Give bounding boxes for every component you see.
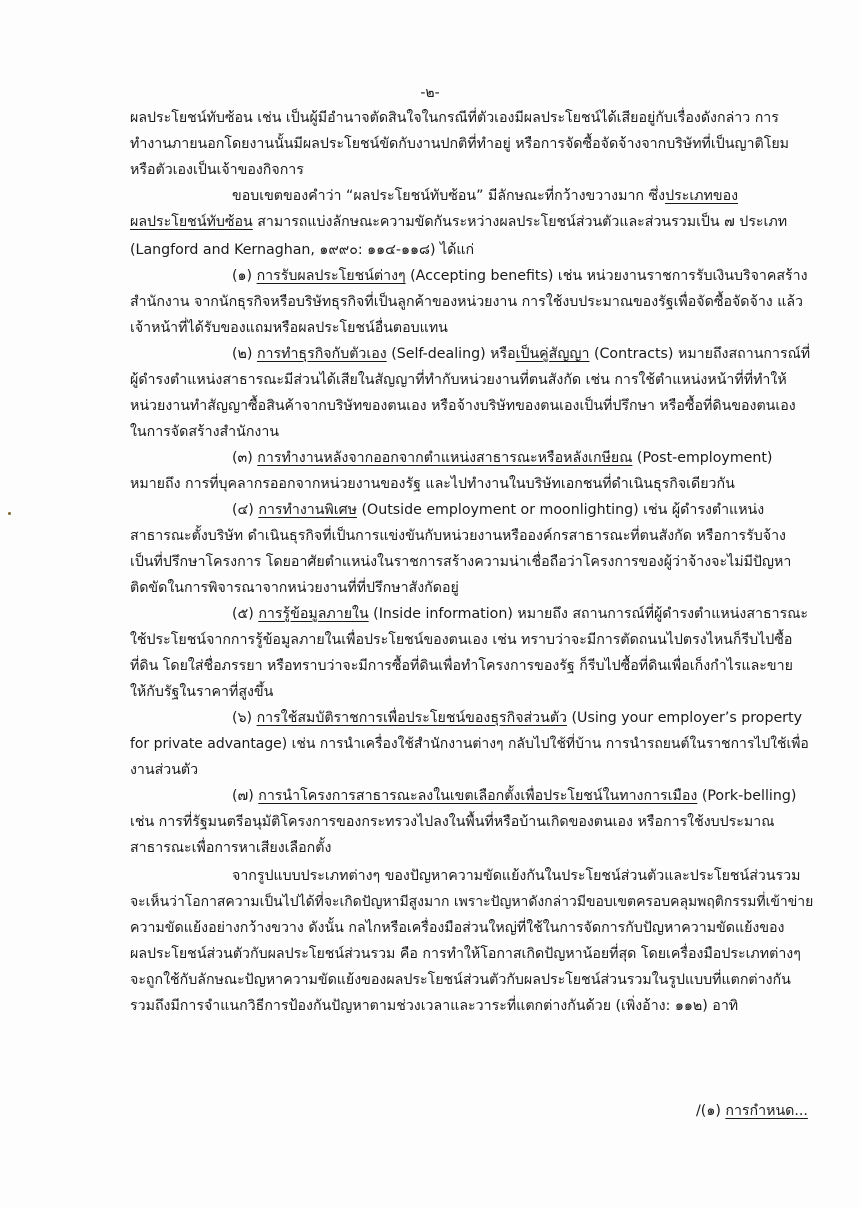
text-line: เช่น การที่รัฐมนตรีอนุมัติโครงการของกระทรวงไปลงในพื้นที่หรือบ้านเกิดของตนเอง หรือการใช้งบประมาณ bbox=[130, 814, 775, 830]
item-number: (๔) bbox=[232, 502, 259, 518]
text-line: ใช้ประโยชน์จากการรู้ข้อมูลภายในเพื่อประโยชน์ของตนเอง เช่น ทราบว่าจะมีการตัดถนนไปตรงไหนก็รีบไปซื้อ bbox=[130, 632, 793, 648]
list-item-heading bbox=[232, 708, 802, 728]
text-line: ในการจัดสร้างสำนักงาน bbox=[130, 424, 280, 440]
text-line: ติดขัดในการพิจารณาจากหน่วยงานที่ที่ปรึกษาสังกัดอยู่ bbox=[130, 580, 459, 596]
text-line: ให้กับรัฐในราคาที่สูงขึ้น bbox=[130, 684, 274, 700]
text-line: รวมถึงมีการจำแนกวิธีการป้องกันปัญหาตามช่วงเวลาและวาระที่แตกต่างกันด้วย (เพิ่งอ้าง: ๑๑๒) อาทิ bbox=[130, 998, 739, 1014]
text-span: (Post-employment) bbox=[632, 450, 773, 466]
list-item-heading bbox=[232, 344, 810, 364]
text-line: ความขัดแย้งอย่างกว้างขวาง ดังนั้น กลไกหรือเครื่องมือส่วนใหญ่ที่ใช้ในการจัดการกับปัญหาความขัดแย้งของ bbox=[130, 920, 785, 936]
scan-speck bbox=[8, 512, 11, 515]
text-line: งานส่วนตัว bbox=[130, 762, 199, 778]
text-line: ผลประโยชน์ทับซ้อน เช่น เป็นผู้มีอำนาจตัดสินใจในกรณีที่ตัวเองมีผลประโยชน์ได้เสียอยู่กับเรื่องดังกล่าว การ bbox=[130, 110, 779, 126]
underlined-text: การนำโครงการสาธารณะลงในเขตเลือกตั้งเพื่อประโยชน์ในทางการเมือง bbox=[258, 788, 698, 804]
text-line: สาธารณะตั้งบริษัท ดำเนินธุรกิจที่เป็นการแข่งขันกับหน่วยงานหรือองค์กรสาธารณะที่ตนสังกัด หรือการรับจ้าง bbox=[130, 528, 786, 544]
text-span: (Accepting benefits) เช่น หน่วยงานราชการรับเงินบริจาคสร้าง bbox=[405, 268, 808, 284]
text-line: สาธารณะเพื่อการหาเสียงเลือกตั้ง bbox=[130, 840, 332, 856]
list-item-heading bbox=[232, 448, 772, 468]
text-span: (Pork-belling) bbox=[697, 788, 797, 804]
underlined-text: การรู้ข้อมูลภายใน bbox=[258, 606, 369, 622]
underlined-text: ประเภทของ bbox=[665, 188, 739, 204]
underlined-text: การรับผลประโยชน์ต่างๆ bbox=[256, 268, 406, 284]
underlined-text: เป็นคู่สัญญา bbox=[515, 346, 590, 362]
text-line: หรือตัวเองเป็นเจ้าของกิจการ bbox=[130, 162, 304, 178]
text-line: จะถูกใช้กับลักษณะปัญหาความขัดแย้งของผลประโยชน์ส่วนตัวกับผลประโยชน์ส่วนรวมในรูปแบบที่แตกต่างกัน bbox=[130, 972, 791, 988]
text-span: (Contracts) หมายถึงสถานการณ์ที่ bbox=[589, 346, 811, 362]
text-line: หมายถึง การที่บุคลากรออกจากหน่วยงานของรัฐ และไปทำงานในบริษัทเอกชนที่ดำเนินธุรกิจเดียวกัน bbox=[130, 476, 735, 492]
text-line bbox=[130, 212, 787, 232]
text-line: ที่ดิน โดยใส่ชื่อภรรยา หรือทราบว่าจะมีการซื้อที่ดินเพื่อทำโครงการของรัฐ ก็รีบไปซื้อที่ดินเพื่อเก็งกำไรและขาย bbox=[130, 658, 793, 674]
text-span: (Using your employer’s property bbox=[567, 710, 802, 726]
underlined-text: การทำธุรกิจกับตัวเอง bbox=[256, 346, 387, 362]
footer-prefix: /(๑) bbox=[696, 1103, 726, 1119]
text-line: ผู้ดำรงตำแหน่งสาธารณะมีส่วนได้เสียในสัญญาที่ทำกับหน่วยงานที่ตนสังกัด เช่น การใช้ตำแหน่งหน้าที่ที่ทำให้ bbox=[130, 372, 787, 388]
list-item-heading bbox=[232, 266, 808, 286]
list-item-heading bbox=[232, 786, 796, 806]
text-line: จะเห็นว่าโอกาสความเป็นไปได้ที่จะเกิดปัญหามีสูงมาก เพราะปัญหาดังกล่าวมีขอบเขตครอบคลุมพฤติกรรมที่เข้าข่าย bbox=[130, 894, 814, 910]
text-line: จากรูปแบบประเภทต่างๆ ของปัญหาความขัดแย้งกันในประโยชน์ส่วนตัวและประโยชน์ส่วนรวม bbox=[232, 868, 801, 884]
underlined-text: ผลประโยชน์ทับซ้อน bbox=[130, 214, 253, 230]
text-line: หน่วยงานทำสัญญาซื้อสินค้าจากบริษัทของตนเอง หรือจ้างบริษัทของตนเองเป็นที่ปรึกษา หรือซื้อที่ดินของตนเอง bbox=[130, 398, 796, 414]
text-span: สามารถแบ่งลักษณะความขัดกันระหว่างผลประโยชน์ส่วนตัวและส่วนรวมเป็น ๗ ประเภท bbox=[252, 214, 788, 230]
footer-next-heading: การกำหนด... bbox=[725, 1103, 808, 1119]
underlined-text: การทำงานพิเศษ bbox=[258, 502, 357, 518]
list-item-heading bbox=[232, 604, 808, 624]
item-number: (๒) bbox=[232, 346, 257, 362]
list-item-heading bbox=[232, 500, 764, 520]
text-line: เป็นที่ปรึกษาโครงการ โดยอาศัยตำแหน่งในราชการสร้างความน่าเชื่อถือว่าโครงการของผู้ว่าจ้างจะไม่มีปัญหา bbox=[130, 554, 792, 570]
text-line: for private advantage) เช่น การนำเครื่องใช้สำนักงานต่างๆ กลับไปใช้ที่บ้าน การนำรถยนต์ในราชการไปใช้เพื่อ bbox=[130, 736, 809, 752]
text-line: (Langford and Kernaghan, ๑๙๙๐: ๑๑๔-๑๑๘) ได้แก่ bbox=[130, 242, 475, 258]
text-span: (Inside information) หมายถึง สถานการณ์ที่ผู้ดำรงตำแหน่งสาธารณะ bbox=[368, 606, 808, 622]
text-span: (Outside employment or moonlighting) เช่น ผู้ดำรงตำแหน่ง bbox=[356, 502, 765, 518]
page-number: -๒- bbox=[420, 85, 440, 101]
text-line: ผลประโยชน์ส่วนตัวกับผลประโยชน์ส่วนรวม คือ การทำให้โอกาสเกิดปัญหาน้อยที่สุด โดยเครื่องมือประเภทต่างๆ bbox=[130, 946, 801, 962]
item-number: (๕) bbox=[232, 606, 259, 622]
underlined-text: การทำงานหลังจากออกจากตำแหน่งสาธารณะหรือหลังเกษียณ bbox=[257, 450, 633, 466]
text-line bbox=[232, 186, 738, 206]
item-number: (๓) bbox=[232, 450, 258, 466]
item-number: (๗) bbox=[232, 788, 259, 804]
underlined-text: การใช้สมบัติราชการเพื่อประโยชน์ของธุรกิจส่วนตัว bbox=[256, 710, 568, 726]
text-line: เจ้าหน้าที่ได้รับของแถมหรือผลประโยชน์อื่นตอบแทน bbox=[130, 320, 448, 336]
text-span: (Self-dealing) หรือ bbox=[386, 346, 516, 362]
continuation-marker bbox=[696, 1100, 808, 1122]
text-line: สำนักงาน จากนักธุรกิจหรือบริษัทธุรกิจที่เป็นลูกค้าของหน่วยงาน การใช้งบประมาณของรัฐเพื่อจัดซื้อจัดจ้าง แล้ว bbox=[130, 294, 804, 310]
text-span: ขอบเขตของคำว่า “ผลประโยชน์ทับซ้อน” มีลักษณะที่กว้างขวางมาก ซึ่ง bbox=[232, 188, 666, 204]
item-number: (๑) bbox=[232, 268, 257, 284]
item-number: (๖) bbox=[232, 710, 257, 726]
text-line: ทำงานภายนอกโดยงานนั้นมีผลประโยชน์ขัดกับงานปกติที่ทำอยู่ หรือการจัดซื้อจัดจ้างจากบริษัทที่เป็นญาติโยม bbox=[130, 136, 790, 152]
